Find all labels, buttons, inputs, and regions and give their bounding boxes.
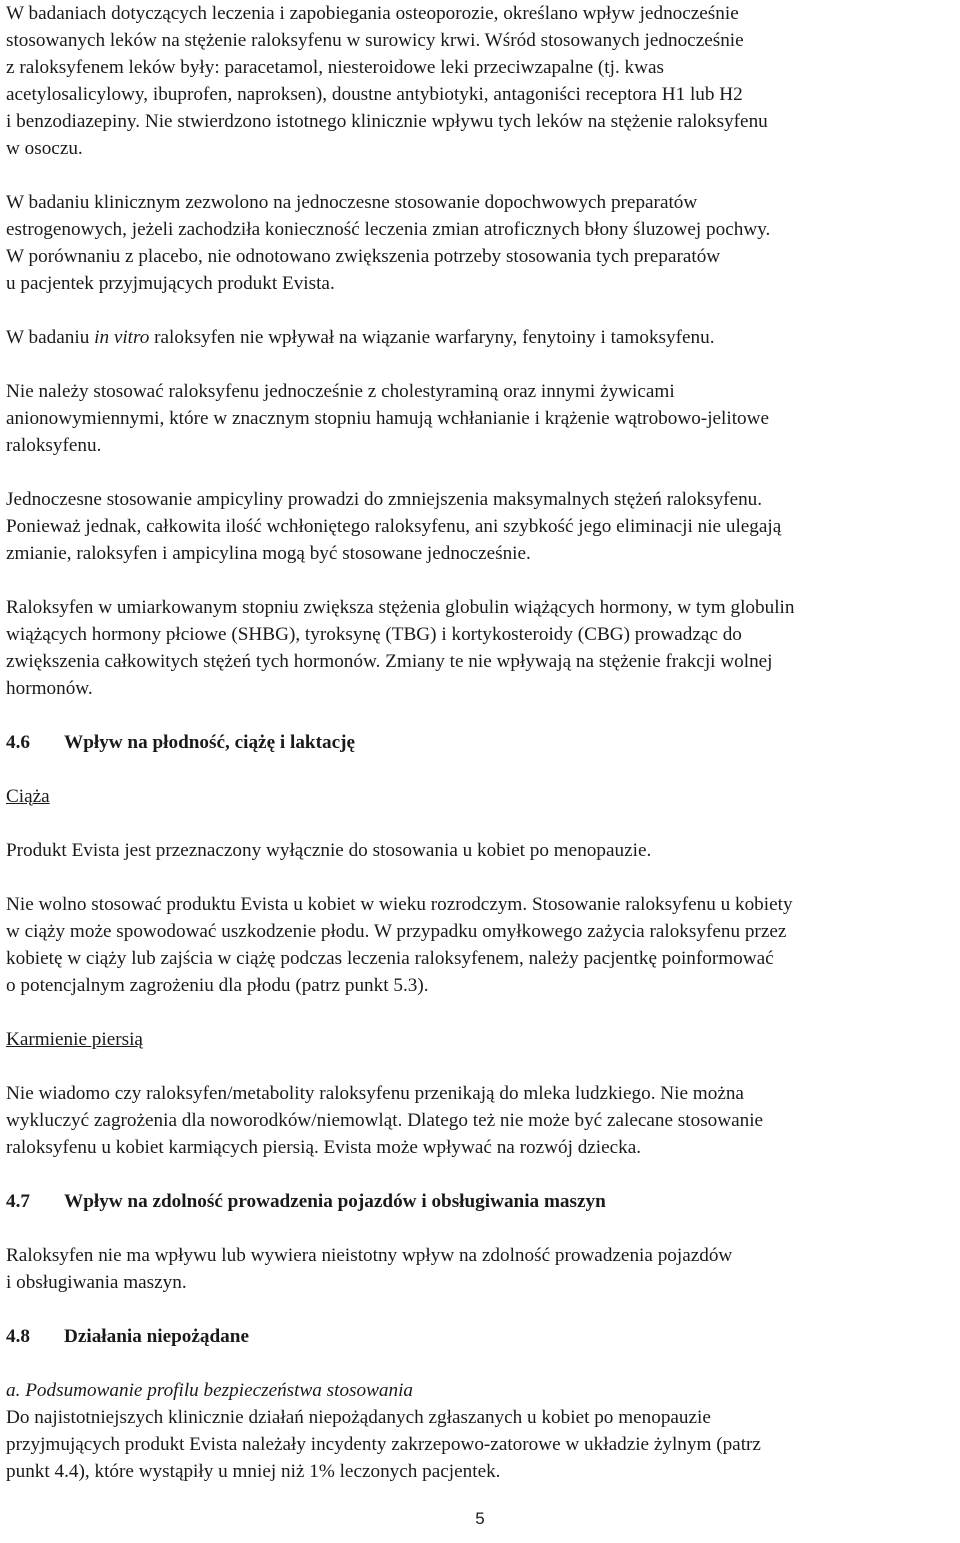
paragraph-in-vitro bbox=[6, 324, 956, 351]
text-line: hormonów. bbox=[6, 678, 93, 699]
paragraph-childbearing bbox=[6, 891, 956, 999]
italic-term: in vitro bbox=[94, 327, 150, 348]
section-heading-4-7 bbox=[6, 1188, 956, 1215]
page-number: 5 bbox=[475, 1509, 485, 1528]
section-number: 4.7 bbox=[6, 1191, 30, 1212]
paragraph-driving bbox=[6, 1242, 956, 1296]
section-heading-4-8 bbox=[6, 1323, 956, 1350]
section-title: Wpływ na zdolność prowadzenia pojazdów i obsługiwania maszyn bbox=[64, 1191, 606, 1212]
subheading-safety-summary: a. Podsumowanie profilu bezpieczeństwa stosowania bbox=[6, 1380, 414, 1401]
text-line: raloksyfenu u kobiet karmiących piersią. Evista może wpływać na rozwój dziecka. bbox=[6, 1137, 642, 1158]
document-page bbox=[6, 0, 956, 1485]
text-line: u pacjentek przyjmujących produkt Evista. bbox=[6, 273, 335, 294]
paragraph-interactions-osteoporosis bbox=[6, 0, 956, 162]
text-line: Ponieważ jednak, całkowita ilość wchłoniętego raloksyfenu, ani szybkość jego eliminacji nie ulegają bbox=[6, 516, 782, 537]
text-line: W badaniu klinicznym zezwolono na jednoczesne stosowanie dopochwowych preparatów bbox=[6, 192, 698, 213]
text-line: przyjmujących produkt Evista należały incydenty zakrzepowo-zatorowe w układzie żylnym (patrz bbox=[6, 1434, 761, 1455]
paragraph-binding-globulins bbox=[6, 594, 956, 702]
section-heading-4-6 bbox=[6, 729, 956, 756]
text-line: i obsługiwania maszyn. bbox=[6, 1272, 187, 1293]
text-line: Nie wolno stosować produktu Evista u kobiet w wieku rozrodczym. Stosowanie raloksyfenu u kobiety bbox=[6, 894, 793, 915]
text-line: Produkt Evista jest przeznaczony wyłącznie do stosowania u kobiet po menopauzie. bbox=[6, 840, 652, 861]
text-line: zwiększenia całkowitych stężeń tych hormonów. Zmiany te nie wpływają na stężenie frakcji wolnej bbox=[6, 651, 773, 672]
text-line: anionowymiennymi, które w znacznym stopniu hamują wchłanianie i krążenie wątrobowo-jelitowe bbox=[6, 408, 770, 429]
text-line: raloksyfenu. bbox=[6, 435, 102, 456]
text-run: W badaniu bbox=[6, 327, 95, 348]
text-line: wykluczyć zagrożenia dla noworodków/niemowląt. Dlatego też nie może być zalecane stosowanie bbox=[6, 1110, 764, 1131]
text-line: z raloksyfenem leków były: paracetamol, niesteroidowe leki przeciwzapalne (tj. kwas bbox=[6, 57, 664, 78]
text-line: Raloksyfen nie ma wpływu lub wywiera nieistotny wpływ na zdolność prowadzenia pojazdów bbox=[6, 1245, 733, 1266]
paragraph-cholestyramine bbox=[6, 378, 956, 459]
text-line: i benzodiazepiny. Nie stwierdzono istotnego klinicznie wpływu tych leków na stężenie raloksyfenu bbox=[6, 111, 768, 132]
text-line: Raloksyfen w umiarkowanym stopniu zwiększa stężenia globulin wiążących hormony, w tym globulin bbox=[6, 597, 795, 618]
paragraph-vaginal-estrogen bbox=[6, 189, 956, 297]
text-line: stosowanych leków na stężenie raloksyfenu w surowicy krwi. Wśród stosowanych jednocześnie bbox=[6, 30, 744, 51]
text-line: Nie wiadomo czy raloksyfen/metabolity raloksyfenu przenikają do mleka ludzkiego. Nie można bbox=[6, 1083, 744, 1104]
text-run: raloksyfen nie wpływał na wiązanie warfaryny, fenytoiny i tamoksyfenu. bbox=[149, 327, 715, 348]
text-line: W porównaniu z placebo, nie odnotowano zwiększenia potrzeby stosowania tych preparatów bbox=[6, 246, 721, 267]
text-line: Nie należy stosować raloksyfenu jednocześnie z cholestyraminą oraz innymi żywicami bbox=[6, 381, 675, 402]
text-line: estrogenowych, jeżeli zachodziła konieczność leczenia zmian atroficznych błony śluzowej pochwy. bbox=[6, 219, 771, 240]
text-line: wiążących hormony płciowe (SHBG), tyroksynę (TBG) i kortykosteroidy (CBG) prowadząc do bbox=[6, 624, 742, 645]
text-line: punkt 4.4), które wystąpiły u mniej niż 1% leczonych pacjentek. bbox=[6, 1461, 501, 1482]
text-line: acetylosalicylowy, ibuprofen, naproksen), doustne antybiotyki, antagoniści receptora H1 lub H2 bbox=[6, 84, 743, 105]
paragraph-ampicillin bbox=[6, 486, 956, 567]
text-line: Do najistotniejszych klinicznie działań niepożądanych zgłaszanych u kobiet po menopauzie bbox=[6, 1407, 711, 1428]
paragraph-breastfeeding bbox=[6, 1080, 956, 1161]
subheading-pregnancy: Ciąża bbox=[6, 786, 50, 807]
section-number: 4.8 bbox=[6, 1326, 30, 1347]
text-line: kobietę w ciąży lub zajścia w ciążę podczas leczenia raloksyfenem, należy pacjentkę poinformować bbox=[6, 948, 774, 969]
text-line bbox=[6, 324, 956, 351]
subheading-breastfeeding: Karmienie piersią bbox=[6, 1029, 143, 1050]
text-line: w ciąży może spowodować uszkodzenie płodu. W przypadku omyłkowego zażycia raloksyfenu przez bbox=[6, 921, 787, 942]
paragraph-postmenopausal-only bbox=[6, 837, 956, 864]
text-line: Jednoczesne stosowanie ampicyliny prowadzi do zmniejszenia maksymalnych stężeń raloksyfenu. bbox=[6, 489, 763, 510]
text-line: w osoczu. bbox=[6, 138, 83, 159]
section-title: Wpływ na płodność, ciążę i laktację bbox=[64, 732, 356, 753]
section-title: Działania niepożądane bbox=[64, 1326, 249, 1347]
text-line: zmianie, raloksyfen i ampicylina mogą być stosowane jednocześnie. bbox=[6, 543, 531, 564]
text-line: W badaniach dotyczących leczenia i zapobiegania osteoporozie, określano wpływ jednocześnie bbox=[6, 3, 739, 24]
paragraph-adverse-reactions bbox=[6, 1404, 956, 1485]
text-line: o potencjalnym zagrożeniu dla płodu (patrz punkt 5.3). bbox=[6, 975, 429, 996]
section-number: 4.6 bbox=[6, 732, 30, 753]
